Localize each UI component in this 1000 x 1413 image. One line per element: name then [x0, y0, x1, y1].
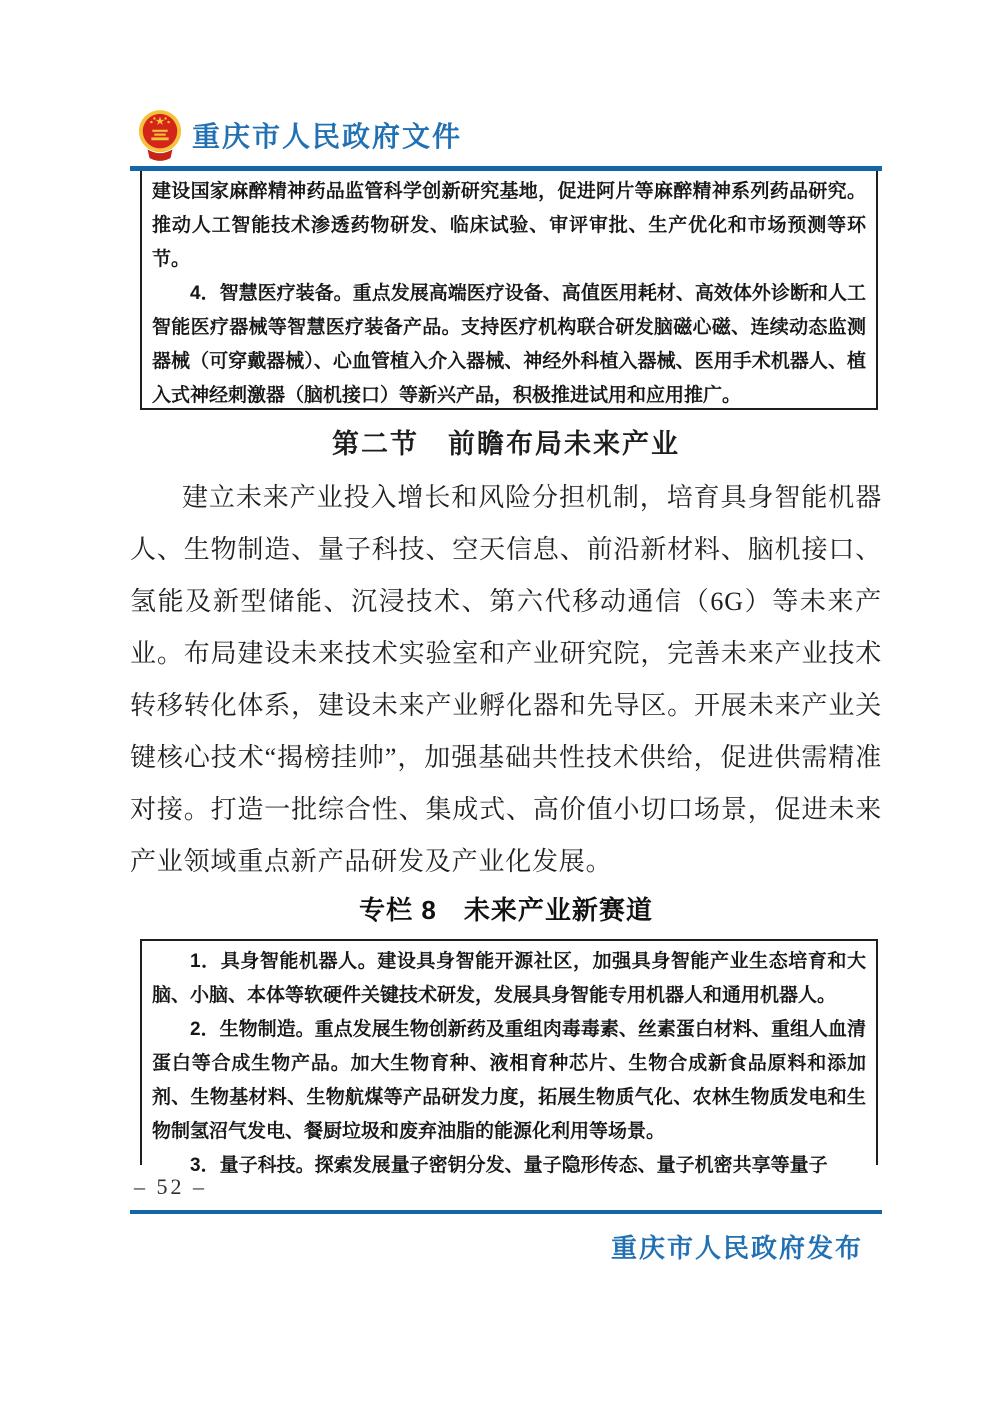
box2-paragraph-3: 3．量子科技。探索发展量子密钥分发、量子隐形传态、量子机密共享等量子	[190, 1155, 828, 1176]
box1-paragraph-2: 4．智慧医疗装备。重点发展高端医疗设备、高值医用耗材、高效体外诊断和人工智能医疗器械等智慧医疗装备产品。支持医疗机构联合研发脑磁心磁、连续动态监测器械（可穿戴器械）、心血管植入介入器械、神经外科植入器械、医用手术机器人、植入式神经刺激器（脑机接口）等新兴产品，积极推进试用和应用推广。	[152, 283, 866, 406]
section-title: 第二节 前瞻布局未来产业	[332, 429, 680, 459]
box2-paragraph-1: 1．具身智能机器人。建设具身智能开源社区，加强具身智能产业生态培育和大脑、小脑、本体等软硬件关键技术研发，发展具身智能专用机器人和通用机器人。	[152, 951, 866, 1006]
column-8-heading: 专栏 8 未来产业新赛道	[359, 895, 653, 925]
document-header	[137, 108, 462, 162]
page-number: – 52 –	[134, 1174, 207, 1199]
body-paragraph: 建立未来产业投入增长和风险分担机制，培育具身智能机器人、生物制造、量子科技、空天信息、前沿新材料、脑机接口、氢能及新型储能、沉浸技术、第六代移动通信（6G）等未来产业。布局建设未来技术实验室和产业研究院，完善未来产业技术转移转化体系，建设未来产业孵化器和先导区。开展未来产业关键核心技术“揭榜挂帅”，加强基础共性技术供给，促进供需精准对接。打造一批综合性、集成式、高价值小切口场景，促进未来产业领域重点新产品研发及产业化发展。	[130, 483, 882, 876]
footer-divider-line	[130, 1210, 882, 1214]
footer-publisher: 重庆市人民政府发布	[610, 1234, 863, 1263]
national-emblem-icon	[137, 108, 183, 162]
smart-medical-equipment-box	[140, 171, 878, 410]
future-industry-box	[140, 939, 878, 1176]
document-header-title: 重庆市人民政府文件	[192, 122, 463, 153]
box1-paragraph-1: 建设国家麻醉精神药品监管科学创新研究基地，促进阿片等麻醉精神系列药品研究。推动人工智能技术渗透药物研发、临床试验、审评审批、生产优化和市场预测等环节。	[152, 181, 866, 270]
box2-paragraph-2: 2．生物制造。重点发展生物创新药及重组肉毒毒素、丝素蛋白材料、重组人血清蛋白等合成生物产品。加大生物育种、液相育种芯片、生物合成新食品原料和添加剂、生物基材料、生物航煤等产品研发力度，拓展生物质气化、农林生物质发电和生物制氢沼气发电、餐厨垃圾和废弃油脂的能源化利用等场景。	[152, 1019, 866, 1142]
